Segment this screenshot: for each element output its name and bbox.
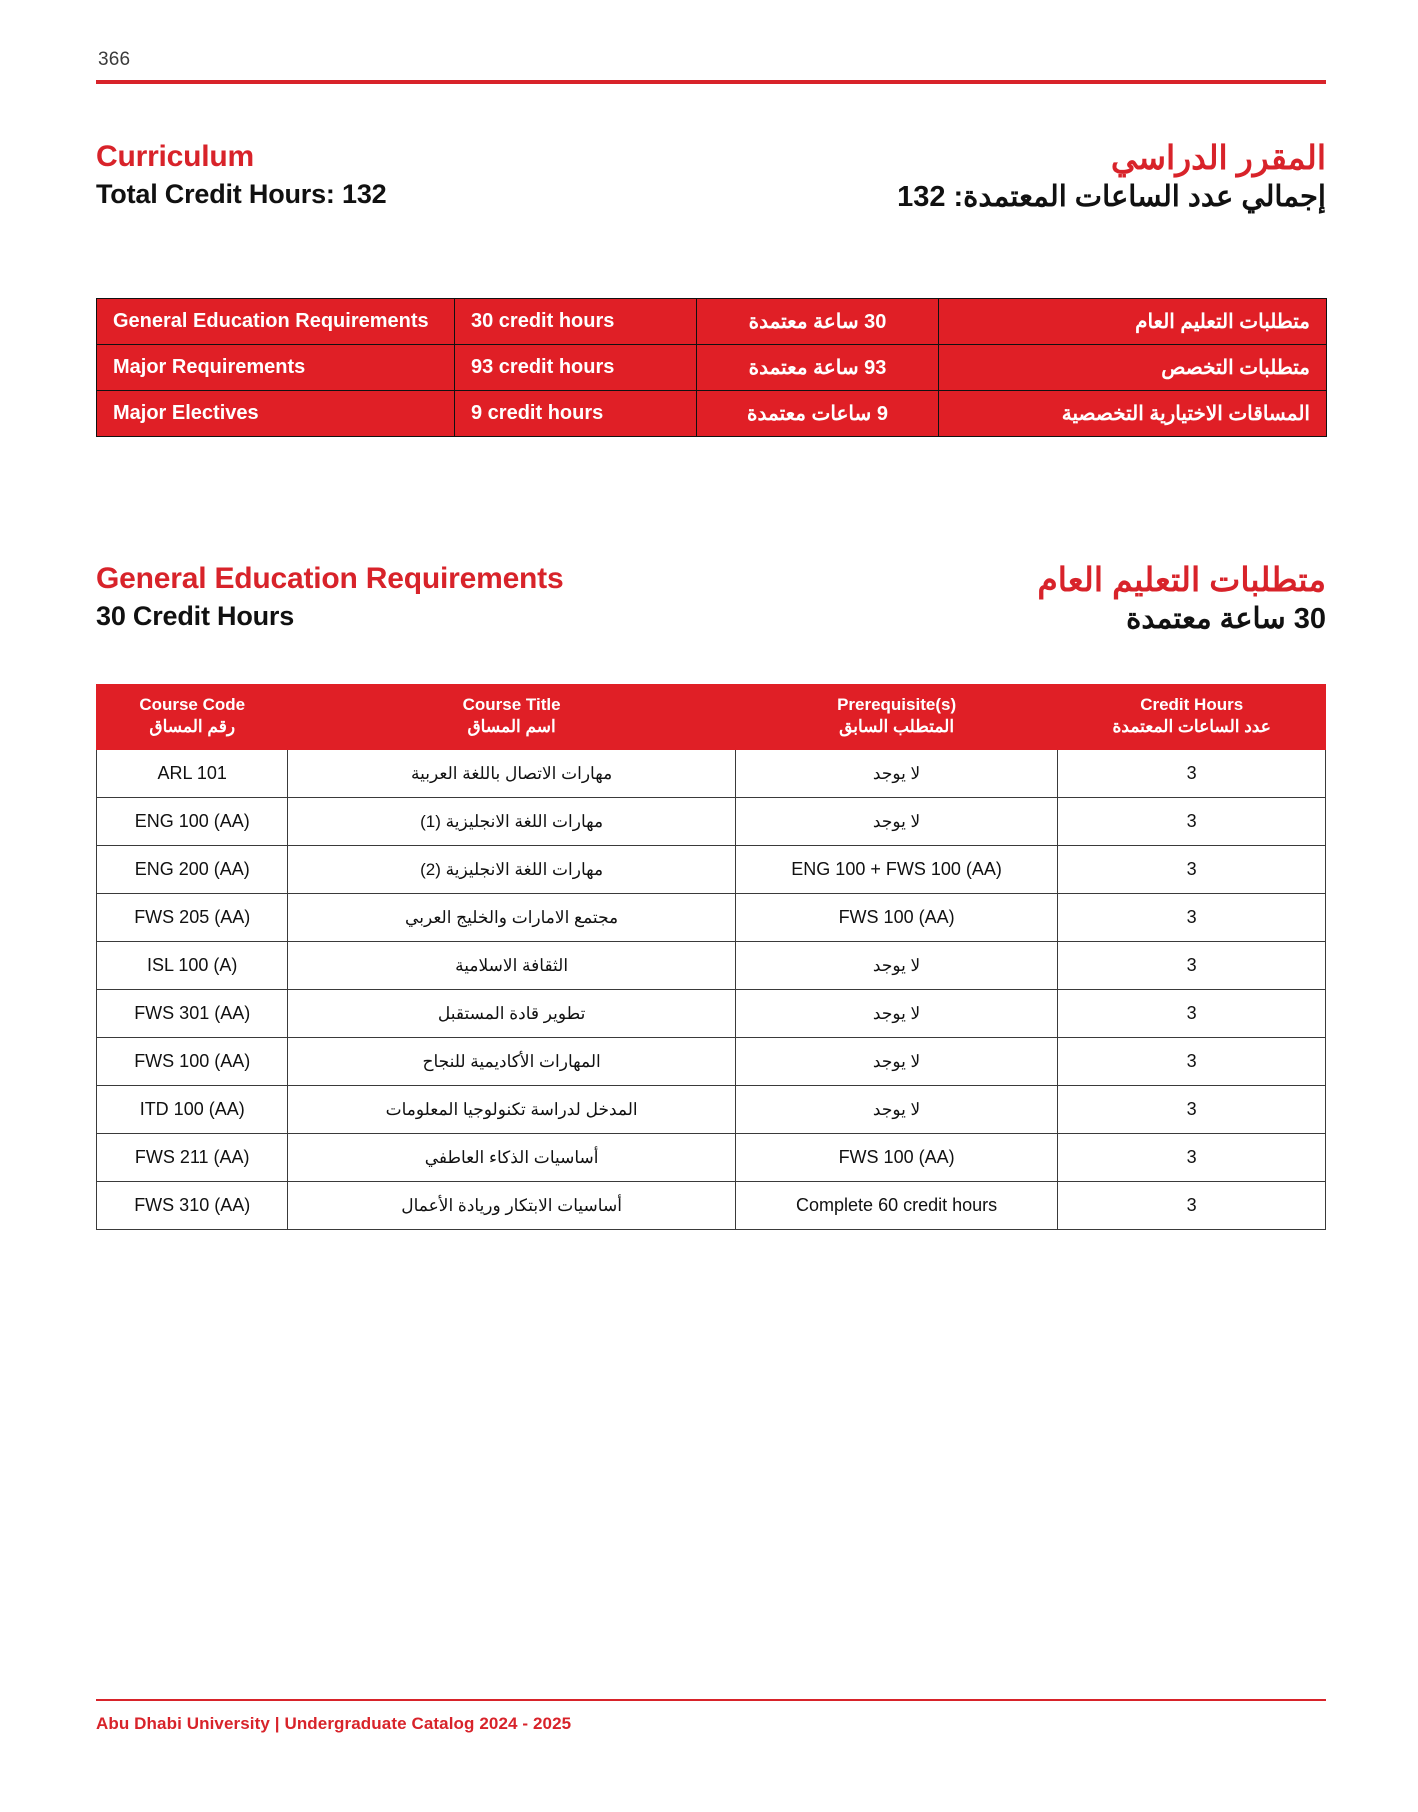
cell-credit-hours: 3	[1058, 942, 1326, 990]
curriculum-subtitle-ar: إجمالي عدد الساعات المعتمدة: 132	[897, 180, 1326, 213]
table-row	[97, 798, 1326, 846]
cell-course-code: FWS 301 (AA)	[97, 990, 288, 1038]
cell-course-title: مجتمع الامارات والخليج العربي	[288, 894, 735, 942]
courses-header-row	[97, 685, 1326, 750]
cell-prerequisite: لا يوجد	[735, 750, 1058, 798]
cell-course-title: المهارات الأكاديمية للنجاح	[288, 1038, 735, 1086]
table-row	[97, 990, 1326, 1038]
page-number: 366	[98, 49, 131, 70]
column-header-course-title	[288, 685, 735, 750]
cell-prerequisite: ENG 100 + FWS 100 (AA)	[735, 846, 1058, 894]
summary-label-ar: المساقات الاختيارية التخصصية	[939, 391, 1327, 437]
gen-ed-title-ar: متطلبات التعليم العام	[1037, 561, 1326, 598]
table-row	[97, 1134, 1326, 1182]
summary-label-en: General Education Requirements	[97, 299, 455, 345]
cell-course-code: FWS 211 (AA)	[97, 1134, 288, 1182]
cell-course-title: أساسيات الذكاء العاطفي	[288, 1134, 735, 1182]
cell-course-code: FWS 100 (AA)	[97, 1038, 288, 1086]
curriculum-title-ar: المقرر الدراسي	[1110, 139, 1326, 176]
footer-divider	[96, 1699, 1326, 1702]
table-row	[97, 391, 1327, 437]
cell-course-code: ENG 100 (AA)	[97, 798, 288, 846]
summary-label-en: Major Requirements	[97, 345, 455, 391]
table-row	[97, 942, 1326, 990]
table-row	[97, 894, 1326, 942]
courses-table-head	[97, 685, 1326, 750]
page-footer	[96, 1699, 1326, 1735]
curriculum-section-heading	[96, 140, 1326, 215]
summary-value-en: 30 credit hours	[455, 299, 697, 345]
cell-course-code: ITD 100 (AA)	[97, 1086, 288, 1134]
cell-credit-hours: 3	[1058, 1134, 1326, 1182]
gen-ed-title-en: General Education Requirements	[96, 562, 564, 595]
column-header-ar: عدد الساعات المعتمدة	[1112, 717, 1271, 737]
cell-course-title: أساسيات الابتكار وريادة الأعمال	[288, 1182, 735, 1230]
cell-credit-hours: 3	[1058, 750, 1326, 798]
cell-course-title: الثقافة الاسلامية	[288, 942, 735, 990]
cell-credit-hours: 3	[1058, 1182, 1326, 1230]
page-header	[96, 50, 1326, 84]
summary-label-en: Major Electives	[97, 391, 455, 437]
column-header-credit-hours	[1058, 685, 1326, 750]
summary-value-en: 93 credit hours	[455, 345, 697, 391]
curriculum-subtitle-en: Total Credit Hours: 132	[96, 178, 387, 209]
cell-course-title: المدخل لدراسة تكنولوجيا المعلومات	[288, 1086, 735, 1134]
summary-value-ar: 30 ساعة معتمدة	[697, 299, 939, 345]
cell-course-title: مهارات الاتصال باللغة العربية	[288, 750, 735, 798]
column-header-course-code	[97, 685, 288, 750]
table-row	[97, 345, 1327, 391]
cell-course-title: مهارات اللغة الانجليزية (2)	[288, 846, 735, 894]
cell-course-code: FWS 310 (AA)	[97, 1182, 288, 1230]
summary-label-ar: متطلبات التخصص	[939, 345, 1327, 391]
cell-credit-hours: 3	[1058, 846, 1326, 894]
cell-prerequisite: لا يوجد	[735, 1038, 1058, 1086]
cell-prerequisite: لا يوجد	[735, 1086, 1058, 1134]
column-header-ar: المتطلب السابق	[839, 717, 955, 737]
cell-course-code: ARL 101	[97, 750, 288, 798]
footer-catalog: Undergraduate Catalog 2024 - 2025	[284, 1714, 572, 1733]
column-header-ar: رقم المساق	[149, 717, 236, 737]
curriculum-heading-arabic	[897, 140, 1326, 215]
column-header-prerequisites	[735, 685, 1058, 750]
cell-credit-hours: 3	[1058, 798, 1326, 846]
cell-credit-hours: 3	[1058, 1038, 1326, 1086]
table-row	[97, 299, 1327, 345]
cell-credit-hours: 3	[1058, 894, 1326, 942]
cell-prerequisite: FWS 100 (AA)	[735, 894, 1058, 942]
gen-ed-section-heading	[96, 562, 1326, 637]
cell-prerequisite: Complete 60 credit hours	[735, 1182, 1058, 1230]
cell-course-code: FWS 205 (AA)	[97, 894, 288, 942]
gen-ed-heading-arabic	[1037, 562, 1326, 637]
summary-value-en: 9 credit hours	[455, 391, 697, 437]
column-header-en: Prerequisite(s)	[837, 695, 957, 714]
cell-prerequisite: لا يوجد	[735, 990, 1058, 1038]
general-education-courses-table	[96, 684, 1326, 1230]
cell-course-code: ISL 100 (A)	[97, 942, 288, 990]
table-row	[97, 1086, 1326, 1134]
cell-credit-hours: 3	[1058, 990, 1326, 1038]
header-divider	[96, 80, 1326, 84]
curriculum-title-en: Curriculum	[96, 140, 255, 173]
footer-text	[96, 1714, 1326, 1734]
column-header-en: Course Code	[139, 695, 246, 714]
cell-credit-hours: 3	[1058, 1086, 1326, 1134]
gen-ed-heading-english	[96, 562, 563, 632]
cell-prerequisite: لا يوجد	[735, 942, 1058, 990]
footer-separator: |	[274, 1714, 280, 1733]
cell-course-title: مهارات اللغة الانجليزية (1)	[288, 798, 735, 846]
table-row	[97, 1182, 1326, 1230]
column-header-ar: اسم المساق	[467, 717, 556, 737]
cell-course-code: ENG 200 (AA)	[97, 846, 288, 894]
summary-label-ar: متطلبات التعليم العام	[939, 299, 1327, 345]
gen-ed-subtitle-en: 30 Credit Hours	[96, 600, 295, 631]
column-header-en: Course Title	[462, 695, 561, 714]
table-row	[97, 846, 1326, 894]
courses-table-body	[97, 750, 1326, 1230]
gen-ed-subtitle-ar: 30 ساعة معتمدة	[1126, 602, 1326, 635]
footer-institution: Abu Dhabi University	[96, 1714, 270, 1733]
curriculum-heading-english	[96, 140, 386, 210]
credit-summary-table	[96, 298, 1327, 437]
table-row	[97, 750, 1326, 798]
summary-value-ar: 9 ساعات معتمدة	[697, 391, 939, 437]
summary-value-ar: 93 ساعة معتمدة	[697, 345, 939, 391]
table-row	[97, 1038, 1326, 1086]
cell-course-title: تطوير قادة المستقبل	[288, 990, 735, 1038]
cell-prerequisite: FWS 100 (AA)	[735, 1134, 1058, 1182]
column-header-en: Credit Hours	[1140, 695, 1244, 714]
credit-summary-body	[97, 299, 1327, 437]
cell-prerequisite: لا يوجد	[735, 798, 1058, 846]
